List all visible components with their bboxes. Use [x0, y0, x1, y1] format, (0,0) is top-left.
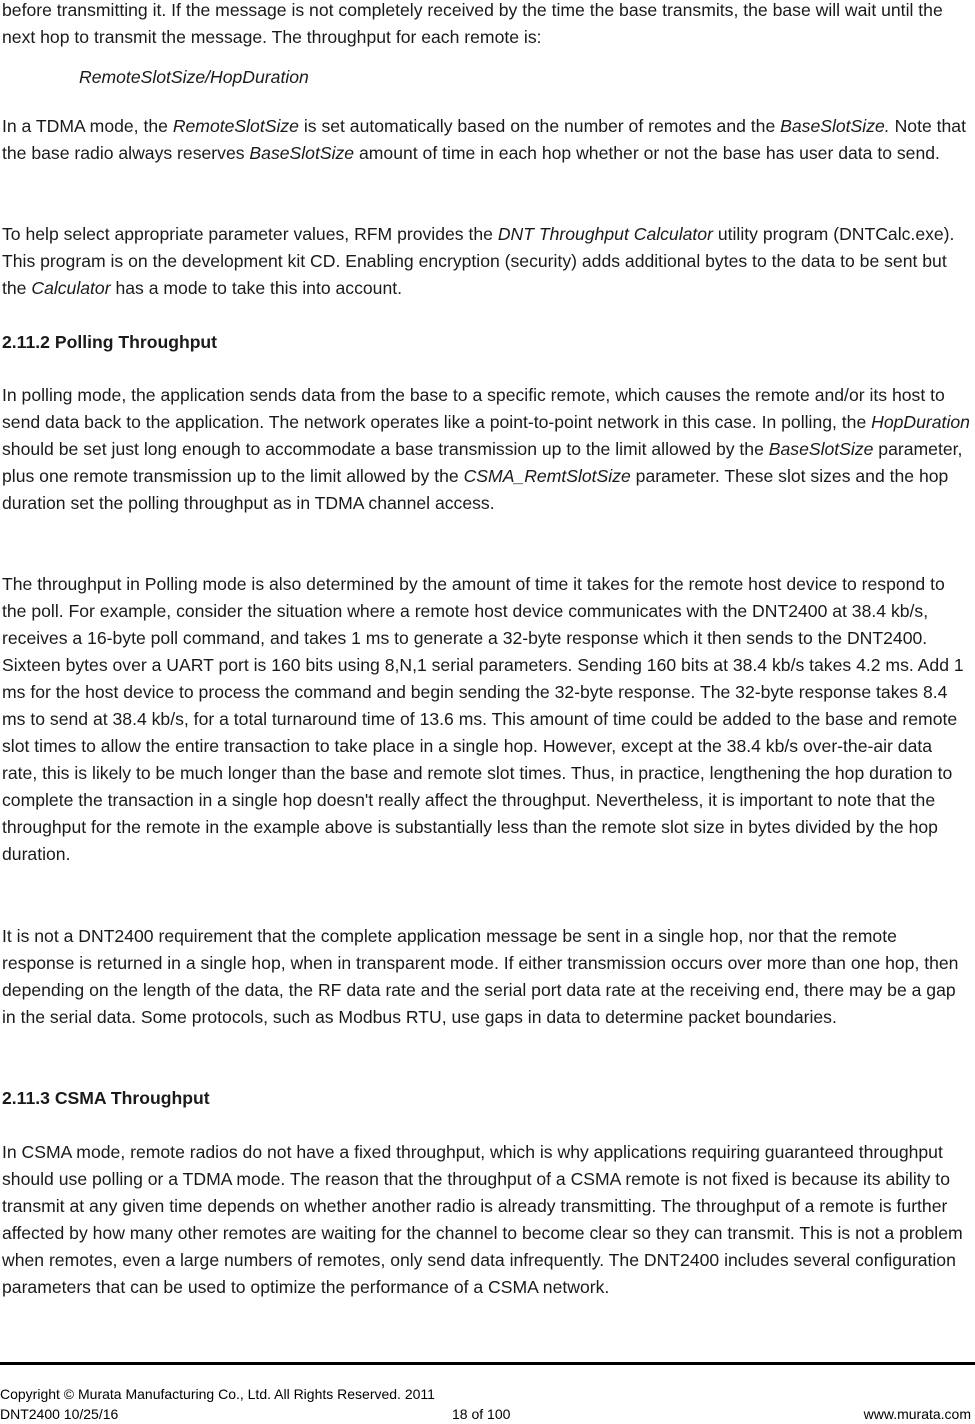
intro-p3-term-calculator: DNT Throughput Calculator — [497, 224, 713, 244]
intro-p2-term-baseslotsize-2: BaseSlotSize — [249, 143, 355, 163]
polling-paragraph-2: The throughput in Polling mode is also determined by the amount of time it takes for the remote host device to respond to the poll. For example, consider the situation where a remote host device communicates with the DNT2400 at 38.4 kb/s, receives a 16-byte poll command, and takes 1 ms to generate a 32-byte response which it then sends to the DNT2400. Sixteen bytes over a UART port is 160 bits using 8,N,1 serial parameters. Sending 160 bits at 38.4 kb/s takes 4.2 ms. Add 1 ms for the host device to process the command and begin sending the 32-byte response. The 32-byte response takes 8.4 ms to send at 38.4 kb/s, for a total turnaround time of 13.6 ms. This amount of time could be added to the base and remote slot times to allow the entire transaction to take place in a single hop. However, except at the 38.4 kb/s over-the-air data rate, this is likely to be much longer than the base and remote slot times. Thus, in practice, lengthening the hop duration to complete the transaction in a single hop doesn't really affect the throughput. Nevertheless, it is important to note that the throughput for the remote in the example above is substantially less than the remote slot size in bytes divided by the hop duration. — [2, 574, 964, 864]
intro-p3-text-c: utility program (DNTCalc.exe). This program is on the development kit CD. Enabling encryption (security) adds additional bytes to the data to be sent but the — [2, 224, 955, 298]
section-heading-polling: 2.11.2 Polling Throughput — [2, 332, 218, 352]
polling-p1-text-c: should be set just long enough to accommodate a base transmission up to the limit allowed by the — [2, 439, 769, 459]
csma-paragraph-1: In CSMA mode, remote radios do not have a fixed throughput, which is why applications requiring guaranteed throughput should use polling or a TDMA mode. The reason that the throughput of a CSMA remote is not fixed is because its ability to transmit at any given time depends on whether another radio is already transmitting. The throughput of a remote is further affected by how many other remotes are waiting for the channel to become clear so they can transmit. This is not a problem when remotes, even a large numbers of remotes, only send data infrequently. The DNT2400 includes several configuration parameters that can be used to optimize the performance of a CSMA network. — [2, 1142, 963, 1297]
intro-p2-text-c: is set automatically based on the number of remotes and the — [298, 116, 781, 136]
intro-p3-term-calc: Calculator — [31, 278, 111, 298]
footer-doc-id: DNT2400 10/25/16 — [0, 1406, 119, 1422]
polling-paragraph-1 — [2, 382, 970, 517]
intro-paragraph-3 — [2, 221, 970, 302]
intro-paragraph-1 — [2, 0, 970, 51]
polling-paragraph-3: It is not a DNT2400 requirement that the complete application message be sent in a single hop, nor that the remote response is returned in a single hop, when in transparent mode. If either transmission occurs over more than one hop, then depending on the length of the data, the RF data rate and the serial port data rate at the receiving end, there may be a gap in the serial data. Some protocols, such as Modbus RTU, use gaps in data to determine packet boundaries. — [2, 926, 959, 1027]
intro-p2-text-a: In a TDMA mode, the — [2, 116, 173, 136]
footer-website: www.murata.com — [863, 1406, 971, 1422]
throughput-formula: RemoteSlotSize/HopDuration — [79, 67, 309, 87]
polling-p1-text-g: parameter. These slot sizes and the hop duration set the polling throughput as in TDMA channel access. — [2, 466, 949, 513]
polling-p1-term-csma-remtslotsize: CSMA_RemtSlotSize — [463, 466, 631, 486]
intro-p3-text-e: has a mode to take this into account. — [110, 278, 403, 298]
polling-p1-term-baseslotsize: BaseSlotSize — [768, 439, 874, 459]
intro-p3-text-a: To help select appropriate parameter values, RFM provides the — [2, 224, 498, 244]
polling-p1-text-e: parameter, plus one remote transmission up to the limit allowed by the — [2, 439, 963, 486]
polling-p1-text-a: In polling mode, the application sends data from the base to a specific remote, which causes the remote and/or its host to send data back to the application. The network operates like a point-to-point network in this case. In polling, the — [2, 385, 945, 432]
polling-p1-term-hopduration: HopDuration — [871, 412, 970, 432]
footer-copyright: Copyright © Murata Manufacturing Co., Ltd. All Rights Reserved. 2011 — [0, 1386, 435, 1402]
section-heading-csma: 2.11.3 CSMA Throughput — [2, 1088, 210, 1108]
intro-p1-text: before transmitting it. If the message is not completely received by the time the base transmits, the base will wait until the next hop to transmit the message. The throughput for each remote is: — [2, 0, 943, 47]
intro-p2-text-g: amount of time in each hop whether or not the base has user data to send. — [354, 143, 940, 163]
intro-p2-term-remoteslotsize: RemoteSlotSize — [172, 116, 299, 136]
footer-divider — [0, 1362, 975, 1365]
footer-page-number: 18 of 100 — [452, 1406, 511, 1422]
intro-p2-term-baseslotsize: BaseSlotSize. — [780, 116, 890, 136]
intro-paragraph-2 — [2, 113, 970, 167]
intro-p2-text-e: Note that the base radio always reserves — [2, 116, 966, 163]
